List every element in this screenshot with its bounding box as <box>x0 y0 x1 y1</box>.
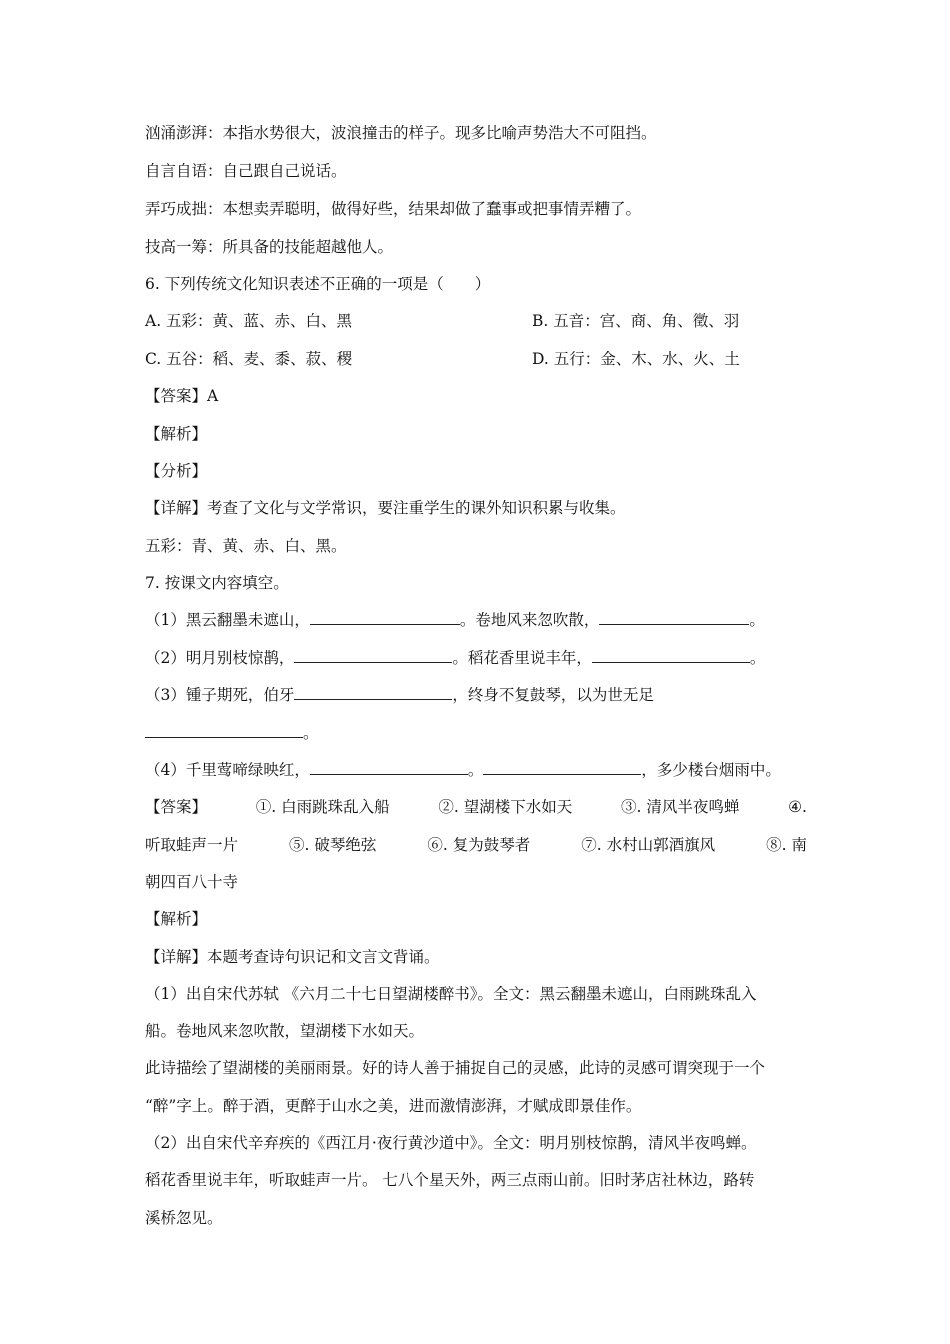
paragraph-line: （2）出自宋代辛弃疾的《西江月·夜行黄沙道中》。全文：明月别枝惊鹊，清风半夜鸣蝉。 <box>145 1134 757 1152</box>
analysis-sub-label: 【分析】 <box>145 462 208 480</box>
definition-line: 自言自语：自己跟自己说话。 <box>145 162 347 180</box>
blank[interactable] <box>483 760 641 775</box>
definition-line: 汹涌澎湃：本指水势很大，波浪撞击的样子。现多比喻声势浩大不可阻挡。 <box>145 124 657 142</box>
blank[interactable] <box>145 723 303 738</box>
paragraph-line: 溪桥忽见。 <box>145 1209 223 1227</box>
option-d: D. 五行：金、木、水、火、土 <box>532 350 740 368</box>
fill-blank-line-3-cont: 。 <box>145 722 810 744</box>
option-b: B. 五音：宫、商、角、徵、羽 <box>532 312 740 330</box>
detail-line: 【详解】本题考查诗句识记和文言文背诵。 <box>145 948 440 966</box>
blank[interactable] <box>294 685 452 700</box>
fill-blank-line-4: （4）千里莺啼绿映红， 。 ，多少楼台烟雨中。 <box>145 761 781 779</box>
fill-blank-line-3: （3）锺子期死，伯牙 ，终身不复鼓琴，以为世无足 <box>145 686 654 704</box>
blank[interactable] <box>310 760 468 775</box>
fill-blank-line-1: （1）黑云翻墨未遮山， 。卷地风来忽吹散， 。 <box>145 611 765 629</box>
paragraph-line: 此诗描绘了望湖楼的美丽雨景。好的诗人善于捕捉自己的灵感，此诗的灵感可谓突现于一个 <box>145 1059 766 1077</box>
detail-line: 【详解】考查了文化与文学常识，要注重学生的课外知识积累与收集。 <box>145 499 626 517</box>
question-7-stem: 7. 按课文内容填空。 <box>145 574 289 592</box>
blank[interactable] <box>294 648 452 663</box>
answer-line-2: 听取蛙声一片 ⑤. 破琴绝弦 ⑥. 复为鼓琴者 ⑦. 水村山郭酒旗风 ⑧. 南 <box>145 836 807 854</box>
paragraph-line: “醉”字上。醉于酒，更醉于山水之美，进而激情澎湃，才赋成即景佳作。 <box>145 1097 642 1115</box>
blank[interactable] <box>310 610 460 625</box>
definition-line: 技高一筹：所具备的技能超越他人。 <box>145 238 394 256</box>
option-a: A. 五彩：黄、蓝、赤、白、黑 <box>145 312 353 330</box>
paragraph-line: 稻花香里说丰年，听取蛙声一片。 七八个星天外，两三点雨山前。旧时茅店社林边，路转 <box>145 1171 755 1189</box>
note-line: 五彩：青、黄、赤、白、黑。 <box>145 537 347 555</box>
blank[interactable] <box>592 648 750 663</box>
option-c: C. 五谷：稻、麦、黍、菽、稷 <box>145 350 353 368</box>
analysis-label: 【解析】 <box>145 910 208 928</box>
answer-line-1: 【答案】 ①. 白雨跳珠乱入船 ②. 望湖楼下水如天 ③. 清风半夜鸣蝉 ④. <box>145 798 807 816</box>
blank[interactable] <box>599 610 749 625</box>
question-6-stem: 6. 下列传统文化知识表述不正确的一项是（ ） <box>145 275 491 293</box>
definition-line: 弄巧成拙：本想卖弄聪明，做得好些，结果却做了蠢事或把事情弄糟了。 <box>145 200 642 218</box>
paragraph-line: 船。卷地风来忽吹散，望湖楼下水如天。 <box>145 1022 425 1040</box>
analysis-label: 【解析】 <box>145 425 208 443</box>
answer-line: 【答案】A <box>145 387 219 405</box>
paragraph-line: （1）出自宋代苏轼 《六月二十七日望湖楼醉书》。全文：黑云翻墨未遮山，白雨跳珠乱入 <box>145 985 757 1003</box>
answer-line-3: 朝四百八十寺 <box>145 873 239 891</box>
fill-blank-line-2: （2）明月别枝惊鹊， 。稻花香里说丰年， 。 <box>145 649 766 667</box>
